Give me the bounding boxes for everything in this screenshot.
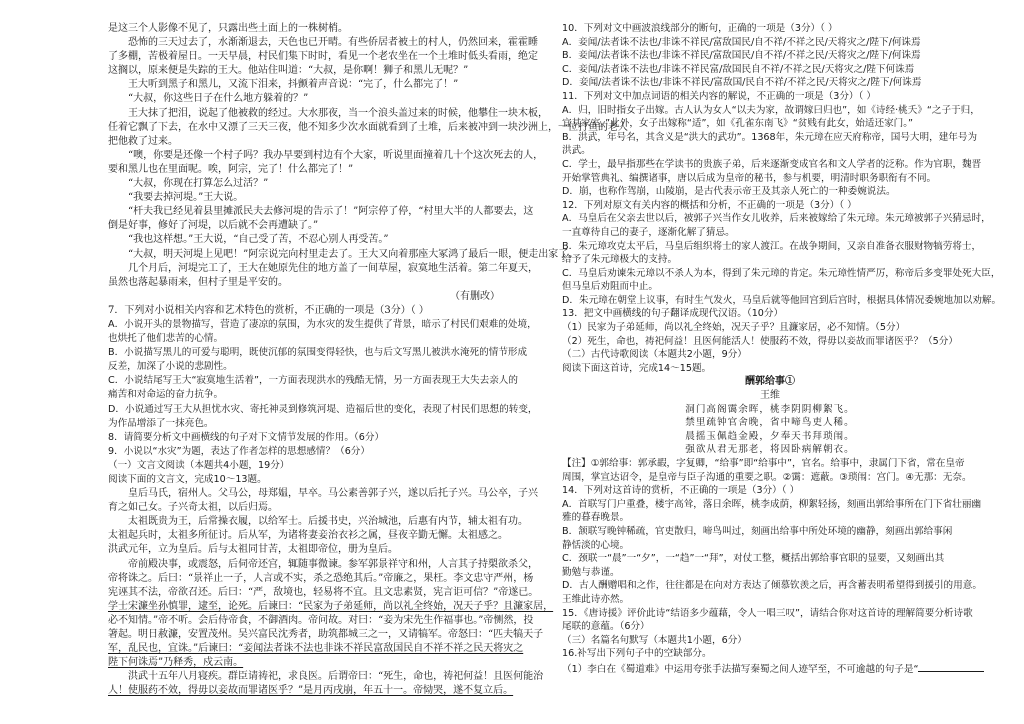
line-text: 帝前殿决事，或震怒，后伺帝还宫，辄随事微谏。参军郭景祥守和州，人言其子持槊欲杀父，	[128, 558, 538, 570]
line-text: 7．下列对小说相关内容和艺术特色的赏析，不正确的一项是（3分）（ ）	[108, 304, 429, 316]
right-text-line	[562, 158, 982, 172]
line-text: D．崩，也称作驾崩，山陵崩，是古代表示帝王及其亲人死亡的一种委婉说法。	[562, 186, 896, 198]
right-text-line	[562, 634, 978, 648]
line-text: 但马皇后劝阻而中止。	[562, 281, 658, 293]
line-text: 学士宋濂坐孙慎罪，逮至，论死。后谏曰：“民家为子弟延师，尚以礼全终始，况天子乎？且濂家居，	[108, 600, 554, 612]
line-text: “大叔，明天河堤上见吧！”阿宗说完向村里走去了。王大又向着那座大冢鸿了最后一眼，便走出家了。	[128, 248, 579, 260]
line-text: 王大听到黑子和黑儿，又流下泪来，抖颤着声音说：“完了，什么都完了！”	[128, 79, 459, 91]
line-text: 反差，加深了小说的悲剧性。	[108, 361, 233, 373]
right-text-line	[562, 511, 978, 525]
left-text-line	[108, 670, 544, 684]
left-text-line	[108, 248, 579, 262]
left-text-line	[108, 374, 518, 388]
line-text: 要和黑儿也在里面呢。唉，阿宗，完了！什么都完了！”	[108, 163, 354, 175]
left-text-line	[108, 121, 628, 135]
left-text-line	[108, 600, 554, 614]
line-text: B．洪武，年号名，其含义是“洪大的武功”。1368年，朱元璋在应天府称帝，国号大明，建年号为	[562, 131, 978, 143]
line-text: C．妾闻/法者诛不法也/非诛不祥民富/敌国民自不祥/不祥之民/天将灾之/陛下何诛焉	[562, 63, 915, 75]
line-text: “我也这样想。”王大说，“自己受了苦，不忍心别人再受苦。”	[128, 234, 389, 246]
left-text-line	[108, 92, 500, 106]
right-text-line	[562, 416, 978, 430]
line-text: 倒是好事，修好了河堤，以后就不会再遭缺了。”	[108, 220, 319, 232]
left-text-line	[108, 684, 514, 698]
right-text-line	[562, 552, 978, 566]
left-text-line	[108, 163, 500, 177]
left-text-line	[108, 22, 500, 36]
right-text-line	[562, 321, 978, 335]
line-text: C．学士，最早指那些在学读书的贵族子弟，后来逐渐变成官名和文人学者的泛称。作为官职，魏晋	[562, 158, 982, 170]
left-text-line	[108, 205, 534, 219]
right-text-line	[562, 484, 978, 498]
right-text-line	[562, 566, 978, 580]
right-text-line	[562, 607, 978, 621]
line-text: B．妾闻/法者诛不法也/非诛不祥民/富敌国民/自不祥/不祥之民/天将灾之/陛下/何诛焉	[562, 50, 921, 62]
right-text-line	[562, 647, 978, 661]
line-text: 15．《唐诗援》评价此诗“结语多少蕴藉，令人一唱三叹”，请结合你对这首诗的理解简要分析诗歌	[562, 607, 973, 619]
right-text-line	[562, 240, 982, 254]
left-text-line	[108, 78, 500, 92]
line-text: （二）古代诗歌阅读（本题共2小题，9分）	[562, 349, 747, 361]
right-column	[562, 22, 1002, 675]
left-text-line	[108, 431, 500, 445]
line-text: D．妾闻/法者诛不法也/非诛不祥民/富敌国/民自不祥/不祥之民/天将灾之/陛下/何诛焉	[562, 77, 922, 89]
right-text-line	[562, 212, 991, 226]
line-text: 太祖既贵为王，后常操衣履，以给军士。后援书史，兴治城池，后惠有内节，辅太祖有功。	[128, 516, 528, 528]
line-text: 了多棚，苦极着屋日。一天早晨，村民们集下时时，看见一个老农坐在一个土堆时低头看雨，绝定	[108, 51, 538, 63]
line-text: 雅的暮春晚景。	[562, 512, 630, 524]
left-text-line	[108, 219, 500, 233]
line-text: B．小说描写黑儿的可爱与聪明，既使沉郁的氛围变得轻快，也与后文写黑儿被洪水淹死的情节形成	[108, 347, 528, 359]
left-text-line	[108, 360, 500, 374]
right-text-line	[562, 525, 978, 539]
line-text: 育之如己女。子兴奇太祖，以后归焉。	[108, 502, 278, 514]
line-text: （1）民家为子弟延师，尚以礼全终始，况天子乎？且濂家居，必不知情。（5分）	[562, 322, 906, 334]
left-text-line	[108, 107, 548, 121]
left-text-line	[108, 417, 500, 431]
line-text: 虽然也落起暴雨来，但村子里是平安的。	[108, 276, 288, 288]
line-text: D．朱元璋在朝堂上议事，有时生气发火，马皇后就等他回宫到后宫时，根据具体情况委婉地加以劝解。	[562, 294, 1002, 306]
line-text: 洪武元年，立为皇后。后与太祖同甘苦，太祖即帝位，册为皇后。	[108, 544, 398, 556]
left-text-line	[108, 262, 538, 276]
right-text-line	[562, 389, 978, 403]
left-text-line	[108, 628, 544, 642]
line-text: 静恬淡的心境。	[562, 539, 630, 551]
right-text-line	[562, 457, 978, 471]
line-text: 10．下列对文中画波浪线部分的断句，正确的一项是（3分）（ ）	[562, 23, 838, 34]
left-text-line	[108, 290, 500, 304]
line-text: 宜其家室。”此外，女子出嫁称“适”，如《孔雀东南飞》“贫贱有此女，始适还家门。”	[562, 118, 914, 130]
left-text-line	[108, 572, 534, 586]
line-text: 洪武。	[562, 145, 591, 157]
right-text-line	[562, 348, 978, 362]
right-text-line	[562, 430, 978, 444]
line-text: 太祖起兵时，太祖多所征讨。后从军，为诸将妻妾治衣衫之属，昼夜辛勤无懈。太祖感之。	[108, 530, 508, 542]
right-text-line	[562, 498, 982, 512]
line-text: 9．小说以“水灾”为题，表达了作者怎样的思想感情？（6分）	[108, 445, 370, 457]
right-text-line	[562, 49, 978, 63]
right-text-line	[562, 620, 978, 634]
line-text: 11．下列对文中加点词语的相关内容的解说，不正确的一项是（3分）（ ）	[562, 90, 876, 102]
line-text: “杆夫我已经见着县里摊派民夫去修河堤的告示了！”阿宗停了停，“村里大半的人都要去，这	[128, 206, 534, 218]
left-text-line	[108, 177, 500, 191]
line-text: 帝将诛之。后曰：“景祥止一子，人言或不实，杀之恐绝其后。”帝廉之，果枉。李文忠守严州，杨	[108, 572, 534, 584]
line-text: （2）死生，命也，祷祀何益！且医何能活人！使服药不效，得毋以妾故而罪诸医乎？（5分）	[562, 335, 958, 347]
line-text: D．小说通过写王大从担忧水灾、寄托神灵到修筑河堤、造福后世的变化，表现了村民们思想的转变，	[108, 403, 538, 415]
left-text-line	[108, 501, 500, 515]
line-text: 禁里疏钟官舍晚，省中啼鸟吏人稀。	[685, 417, 855, 429]
right-text-line	[562, 539, 978, 553]
line-text: 王大抹了把泪，说起了他被救的经过。大水那夜，当一个浪头盖过来的时候，他攀住一块木板，	[128, 107, 548, 119]
right-text-line	[562, 76, 978, 90]
left-text-line	[108, 318, 537, 332]
right-text-line	[562, 335, 978, 349]
line-text: 是这三个人影像不见了，只露出些土面上的一株树梢。	[108, 23, 348, 34]
right-text-line	[562, 22, 978, 36]
line-text: 12．下列对原文有关内容的概括和分析，不正确的一项是（3分）（ ）	[562, 199, 857, 211]
line-text: A．首联写门户重叠，楼宇高耸，落日余晖，桃李成荫，柳絮轻扬，刻画出郭给事所在门下省壮丽幽	[562, 498, 982, 510]
right-text-line	[562, 104, 978, 118]
line-text: “大叔，你这些日子在什么地方躲着的？”	[128, 93, 309, 105]
line-text: “大叔，你现在打算怎么过活？”	[128, 178, 269, 190]
line-text: 几个月后，河堤完工了，王大在她原先住的地方盖了一间草屋，寂寞地生活着。第二年夏天，	[128, 262, 538, 274]
line-text: （三）名篇名句默写（本题共1小题，6分）	[562, 634, 747, 646]
left-text-line	[108, 586, 539, 600]
line-text: A．小说开头的景物描写，营造了凄凉的氛围，为水灾的发生提供了背景，暗示了村民们艰难的处境，	[108, 318, 537, 330]
left-text-line	[108, 642, 524, 656]
line-text: 强欲从君无那老，将因卧病解朝衣。	[685, 444, 855, 456]
left-text-line	[108, 233, 500, 247]
left-text-line	[108, 332, 500, 346]
line-text: 尾联的意蕴。（6分）	[562, 621, 650, 633]
line-text: 洞门高阁霭余晖，桃李阴阴柳絮飞。	[685, 403, 855, 415]
line-text: C．小说结尾写王大“寂寞地生活着”，一方面表现洪水的残酷无情，另一方面表现王大失去亲人的	[108, 375, 518, 387]
line-text: 一直尊待自己的妻子，逐渐化解了猜忌。	[562, 226, 735, 238]
right-text-line	[562, 280, 978, 294]
left-text-line	[108, 276, 500, 290]
right-text-line	[562, 443, 978, 457]
right-text-line	[562, 226, 978, 240]
left-text-line	[108, 614, 534, 628]
line-text: 洪武十五年八月寝疾。群臣请祷祀，求良医。后谓帝曰：“死生，命也，祷祀何益！且医何能治	[128, 671, 544, 683]
right-text-line	[562, 199, 978, 213]
left-text-line	[108, 50, 538, 64]
right-text-line	[562, 294, 1002, 308]
left-text-line	[108, 36, 538, 50]
left-text-line	[108, 191, 500, 205]
line-text: A．马皇后在父亲去世以后，被郭子兴当作女儿收养，后来被嫁给了朱元璋。朱元璋被郭子兴猜忌时，	[562, 213, 991, 225]
line-text: 周围，掌宣达诏令，是皇帝与臣子沟通的重要之职。②霭：遮蔽。③琐闱：宫门。④无那：无奈。	[562, 471, 972, 483]
line-text: A．归，旧时指女子出嫁。古人认为女人“以夫为家，故谓嫁曰归也”，如《诗经·桃夭》“之子于归，	[562, 104, 980, 116]
line-text: 陛下何诛焉”乃释秀，戍云南。	[108, 657, 244, 669]
left-text-line	[108, 135, 500, 149]
line-text: 把他救了过来。	[108, 135, 178, 147]
left-text-line	[108, 473, 500, 487]
right-text-line	[562, 307, 978, 321]
left-text-line	[108, 64, 500, 78]
line-text: 给予了朱元璋极大的支持。	[562, 254, 678, 266]
left-text-line	[108, 149, 544, 163]
right-text-line	[562, 144, 978, 158]
line-text: 皇后马氏，宿州人。父马公，母郑媪，早卒。马公素善郭子兴，遂以后托子兴。马公卒，子兴	[128, 488, 538, 500]
line-text: 14．下列对这首诗的赏析，不正确的一项是（3分）（ ）	[562, 485, 800, 497]
line-text: 任着它飘了下去，在水中又漂了三天三夜，他不知多少次水面就看到了土堆，后来被冲到一块沙洲上，一位打鱼的老人	[108, 121, 628, 133]
left-text-line	[108, 445, 500, 459]
line-text: “噢，你要是还像一个村子吗？我办早要到村边有个大家，听说里面撞着几十个这次死去的人，	[128, 149, 544, 161]
left-text-line	[108, 543, 500, 557]
line-text: B．颔联写晚钟稀疏，官吏散归，啼鸟叫过，刻画出给事中所处环境的幽静，刻画出郭给事闲	[562, 525, 953, 537]
right-text-line	[562, 172, 978, 186]
left-text-line	[108, 403, 538, 417]
line-text: 箸起。明日赦濂，安置茂州。吴兴富民沈秀者，助筑都城三之一，又请犒军。帝怒曰：“匹夫犒天子	[108, 629, 544, 641]
line-text: “我要去掉河堤。”王大说。	[128, 192, 244, 204]
left-text-line	[108, 487, 538, 501]
right-text-line	[562, 403, 978, 417]
line-text: B．朱元璋攻克太平后，马皇后组织将士的家人渡江。在战争期间，又亲自准备衣服财物犒劳将士，	[562, 240, 982, 252]
right-text-line	[562, 661, 978, 675]
line-text: 13．把文中画横线的句子翻译成现代汉语。（10分）	[562, 308, 784, 320]
right-text-line	[562, 253, 978, 267]
right-text-line	[562, 593, 978, 607]
line-text: 阅读下面这首诗，完成14～15题。	[562, 362, 712, 374]
answer-blank[interactable]	[918, 661, 984, 672]
line-text: 痛苦和对命运的奋力抗争。	[108, 389, 224, 401]
line-text: C．颈联一“晨”一“夕”，一“趋”一“拜”，对仗工整，概括出郭给事官职的显要，又刻画出其	[562, 553, 945, 565]
line-text: 宪诬其不法，帝欲召还。后曰：“严，敌境也，轻易将不宜。且文忠素贤，宪言讵可信？”帝遂已。	[108, 586, 539, 598]
line-text: 必不知情。”帝不听。会后侍帝食，不御酒肉。帝问故。对曰：“妾为宋先生作福事也。”帝恻然，投	[108, 614, 534, 626]
line-text: A．妾闻/法者诛不法也/非诛不祥民/富敌国民/自不祥/不祥之民/天将灾之/陛下/何诛焉	[562, 36, 921, 48]
line-text: 人！使服药不效，得毋以妾故而罪诸医乎？”是月丙戌崩，年五十一。帝恸哭，遂不复立后。	[108, 685, 514, 697]
right-text-line	[562, 471, 978, 485]
line-text: 恐怖的三天过去了，水渐渐退去，天色也已开晴。有些侨居者被土的村人，仍然回来，霍霍睡	[128, 37, 538, 49]
left-text-line	[108, 388, 500, 402]
line-text: 阅读下面的文言文，完成10～13题。	[108, 474, 267, 485]
line-text: 这搁以，原来便是失踪的王大。他站住叫道：“大叔，是你啊！狮子和黑儿无呢？”	[108, 65, 469, 77]
line-text: 也烘托了他们悲苦的心情。	[108, 333, 224, 345]
right-text-line	[562, 63, 978, 77]
left-text-line	[108, 529, 508, 543]
line-text: 晨摇玉佩趋金殿，夕奉天书拜琐闱。	[685, 430, 855, 442]
line-text: 16.补写出下列句子中的空缺部分。	[562, 648, 712, 660]
right-text-line	[562, 90, 978, 104]
right-text-line	[562, 117, 978, 131]
line-text: 王维此诗亦然。	[562, 593, 630, 605]
left-text-line	[108, 459, 500, 473]
right-text-line	[562, 375, 978, 389]
right-text-line	[562, 579, 982, 593]
line-text: 开始掌管典礼、编撰诸事，唐以后成为皇帝的秘书，参与机要，明清时职务职衔有不同。	[562, 172, 937, 184]
line-text: 酬郭给事①	[745, 376, 795, 388]
line-text: （有删改）	[450, 290, 500, 302]
line-text: 军，乱民也，宜诛。”后谏曰：“妾闻法者诛不法也非诛不祥民富敌国民自不祥不祥之民天将灾之	[108, 643, 524, 655]
line-text: 【注】①郭给事：郭承嘏，字复卿，“给事”即“给事中”，官名。给事中，隶属门下省，常在皇帝	[562, 458, 965, 469]
line-text: 勤勉与恭谨。	[562, 566, 620, 578]
right-text-line	[562, 131, 978, 145]
left-text-line	[108, 656, 500, 670]
line-text: 王维	[760, 390, 780, 402]
left-text-line	[108, 515, 528, 529]
line-text: C．马皇后劝谏朱元璋以不杀人为本，得到了朱元璋的肯定。朱元璋性情严厉，称帝后多变罪处死大臣，	[562, 267, 1001, 279]
right-text-line	[562, 362, 978, 376]
left-text-line	[108, 346, 528, 360]
left-text-line	[108, 304, 500, 318]
line-text: （1）李白在《蜀道难》中运用夸张手法描写秦蜀之间人迹罕至，不可逾越的句子是“	[562, 663, 919, 675]
right-text-line	[562, 185, 978, 199]
right-text-line	[562, 267, 1001, 281]
left-text-line	[108, 558, 538, 572]
line-text: 8．请简要分析文中画横线的句子对下文情节发展的作用。（6分）	[108, 431, 385, 443]
line-text: 为作品增添了一抹亮色。	[108, 417, 214, 429]
line-text: （一）文言文阅读（本题共4小题，19分）	[108, 459, 290, 471]
line-text: D．古人酬赠唱和之作，往往都是在向对方表达了倾慕钦羡之后，再含蓄表明希望得到援引的用意。	[562, 580, 982, 592]
right-text-line	[562, 36, 978, 50]
